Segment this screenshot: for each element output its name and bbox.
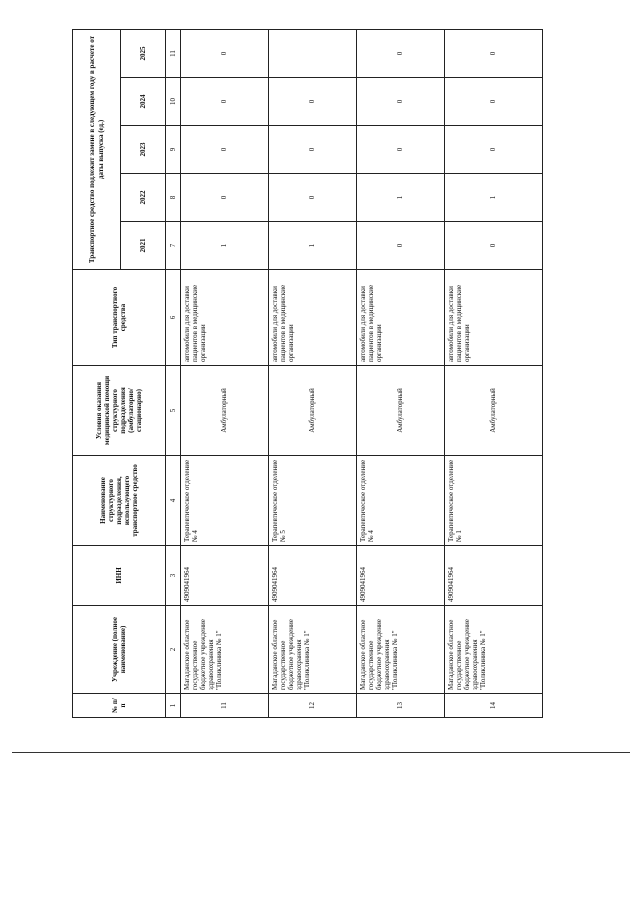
row-year-value: 0 (445, 126, 543, 174)
row-year-value: 0 (181, 30, 269, 78)
header-year: 2024 (121, 78, 166, 126)
row-num: 12 (269, 694, 357, 718)
row-institution: Магаданское областное государственное бюджетное учреждение здравоохранения "Поликлиника № 1" (269, 606, 357, 694)
row-year-value: 0 (357, 78, 445, 126)
table-row (357, 30, 445, 718)
vehicle-replacement-table (72, 29, 543, 718)
column-index: 11 (166, 30, 181, 78)
row-num: 11 (181, 694, 269, 718)
row-year-value: 1 (445, 174, 543, 222)
column-index: 2 (166, 606, 181, 694)
row-year-value: 0 (357, 222, 445, 270)
row-year-value: 0 (357, 126, 445, 174)
row-vehicle-type: автомобили для доставки пациентов в медицинские организации (445, 270, 543, 366)
row-institution: Магаданское областное государственное бюджетное учреждение здравоохранения "Поликлиника № 1" (357, 606, 445, 694)
row-year-value: 0 (269, 174, 357, 222)
row-conditions: Амбулаторный (269, 366, 357, 456)
table-row (445, 30, 543, 718)
row-conditions: Амбулаторный (445, 366, 543, 456)
header-replacement: Транспортное средство подлежит замене в следующем году в расчете от даты выпуска (ед.) (73, 30, 121, 270)
page-divider-line (12, 752, 630, 753)
column-index: 5 (166, 366, 181, 456)
row-year-value: 0 (445, 30, 543, 78)
row-conditions: Амбулаторный (181, 366, 269, 456)
table-row (181, 30, 269, 718)
column-index: 7 (166, 222, 181, 270)
column-index: 1 (166, 694, 181, 718)
row-inn: 4909041964 (269, 546, 357, 606)
row-year-value: 1 (269, 222, 357, 270)
rotated-page (72, 30, 537, 718)
row-year-value: 1 (357, 174, 445, 222)
row-year-value: 0 (181, 174, 269, 222)
row-vehicle-type: автомобили для доставки пациентов в медицинские организации (181, 270, 269, 366)
row-vehicle-type: автомобили для доставки пациентов в медицинские организации (357, 270, 445, 366)
row-num: 13 (357, 694, 445, 718)
row-conditions: Амбулаторный (357, 366, 445, 456)
row-year-value: 1 (181, 222, 269, 270)
header-year: 2021 (121, 222, 166, 270)
row-year-value (269, 30, 357, 78)
column-index: 10 (166, 78, 181, 126)
row-inn: 4909041964 (357, 546, 445, 606)
row-unit: Терапевтическое отделение № 1 (445, 456, 543, 546)
row-institution: Магаданское областное государственное бюджетное учреждение здравоохранения "Поликлиника № 1" (181, 606, 269, 694)
row-year-value: 0 (269, 126, 357, 174)
row-unit: Терапевтическое отделение № 4 (181, 456, 269, 546)
row-unit: Терапевтическое отделение № 4 (357, 456, 445, 546)
column-index: 3 (166, 546, 181, 606)
column-index: 6 (166, 270, 181, 366)
row-year-value: 0 (445, 78, 543, 126)
row-vehicle-type: автомобили для доставки пациентов в медицинские организации (269, 270, 357, 366)
row-inn: 4909041964 (181, 546, 269, 606)
header-unit: Наименование структурного подразделения, использующего транспортное средство (73, 456, 166, 546)
column-index: 9 (166, 126, 181, 174)
rotated-table-frame (72, 30, 537, 718)
column-index: 8 (166, 174, 181, 222)
row-institution: Магаданское областное государственное бюджетное учреждение здравоохранения "Поликлиника № 1" (445, 606, 543, 694)
row-year-value: 0 (445, 222, 543, 270)
row-year-value: 0 (357, 30, 445, 78)
header-year: 2022 (121, 174, 166, 222)
row-year-value: 0 (181, 78, 269, 126)
row-year-value: 0 (269, 78, 357, 126)
row-unit: Терапевтическое отделение № 5 (269, 456, 357, 546)
header-vehicle-type: Тип транспортного средства (73, 270, 166, 366)
header-institution: Учреждение (полное наименование) (73, 606, 166, 694)
header-inn: ИНН (73, 546, 166, 606)
row-num: 14 (445, 694, 543, 718)
row-inn: 4909041964 (445, 546, 543, 606)
column-index: 4 (166, 456, 181, 546)
table-row (269, 30, 357, 718)
header-num: № п/п (73, 694, 166, 718)
row-year-value: 0 (181, 126, 269, 174)
header-conditions: Условия оказания медицинской помощи структурного подразделения (амбулаторно/ стационарно) (73, 366, 166, 456)
header-year: 2023 (121, 126, 166, 174)
header-year: 2025 (121, 30, 166, 78)
